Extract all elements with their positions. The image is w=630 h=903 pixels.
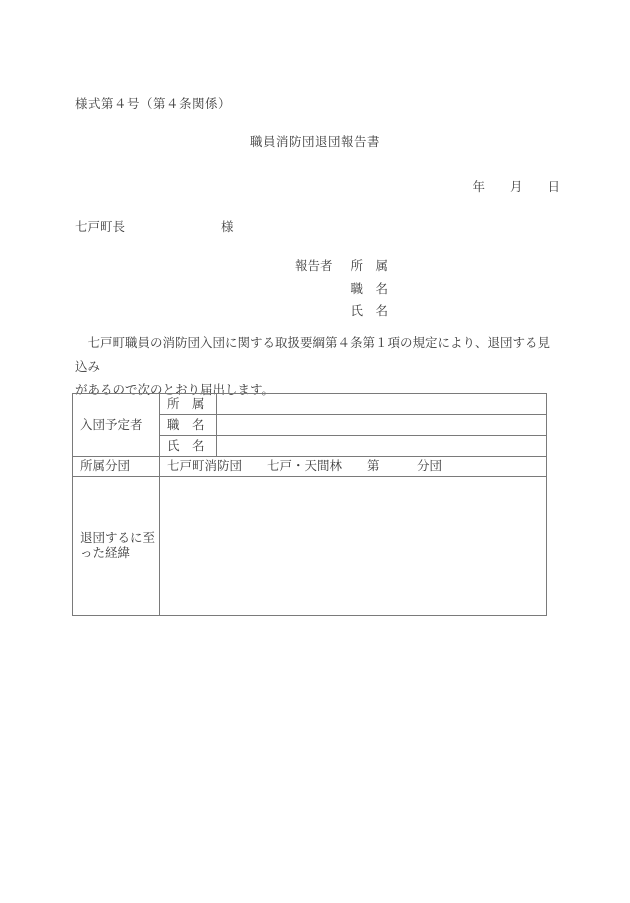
reason-label-cell: 退団するに至った経緯 [73, 477, 160, 616]
division-value-cell: 七戸町消防団 七戸・天間林 第 分団 [160, 457, 547, 477]
table-row [73, 477, 547, 616]
body-paragraph [75, 332, 562, 403]
addressee-line [75, 217, 234, 235]
applicant-name-label-cell: 氏 名 [160, 436, 217, 457]
form-number: 様式第４号（第４条関係） [75, 97, 232, 111]
division-label-cell: 所属分団 [73, 457, 160, 477]
body-line-1: 七戸町職員の消防団入団に関する取扱要綱第４条第１項の規定により、退団する見込み [75, 336, 551, 374]
applicant-affiliation-label-cell: 所 属 [160, 394, 217, 415]
reporter-field-job-title: 職 名 [350, 281, 389, 296]
reporter-block [295, 255, 388, 323]
body-line-2: があるので次のとおり届出します。 [75, 383, 275, 397]
report-table [72, 393, 547, 616]
applicant-name-value-cell [217, 436, 547, 457]
applicant-job-title-label-cell: 職 名 [160, 415, 217, 436]
reporter-field-name: 氏 名 [350, 304, 389, 318]
date-line: 年 月 日 [472, 180, 560, 194]
reason-value-cell [160, 477, 547, 616]
reporter-label: 報告者 [295, 259, 333, 273]
reporter-fields [351, 255, 389, 323]
applicant-label-cell: 入団予定者 [73, 394, 160, 457]
applicant-affiliation-value-cell [217, 394, 547, 415]
reporter-field-affiliation: 所 属 [350, 259, 389, 273]
table-row [73, 394, 547, 415]
applicant-job-title-value-cell [217, 415, 547, 436]
page-title: 職員消防団退団報告書 [249, 135, 380, 149]
addressee-honorific: 様 [221, 220, 234, 234]
table-row [73, 457, 547, 477]
addressee-name: 七戸町長 [75, 220, 126, 234]
